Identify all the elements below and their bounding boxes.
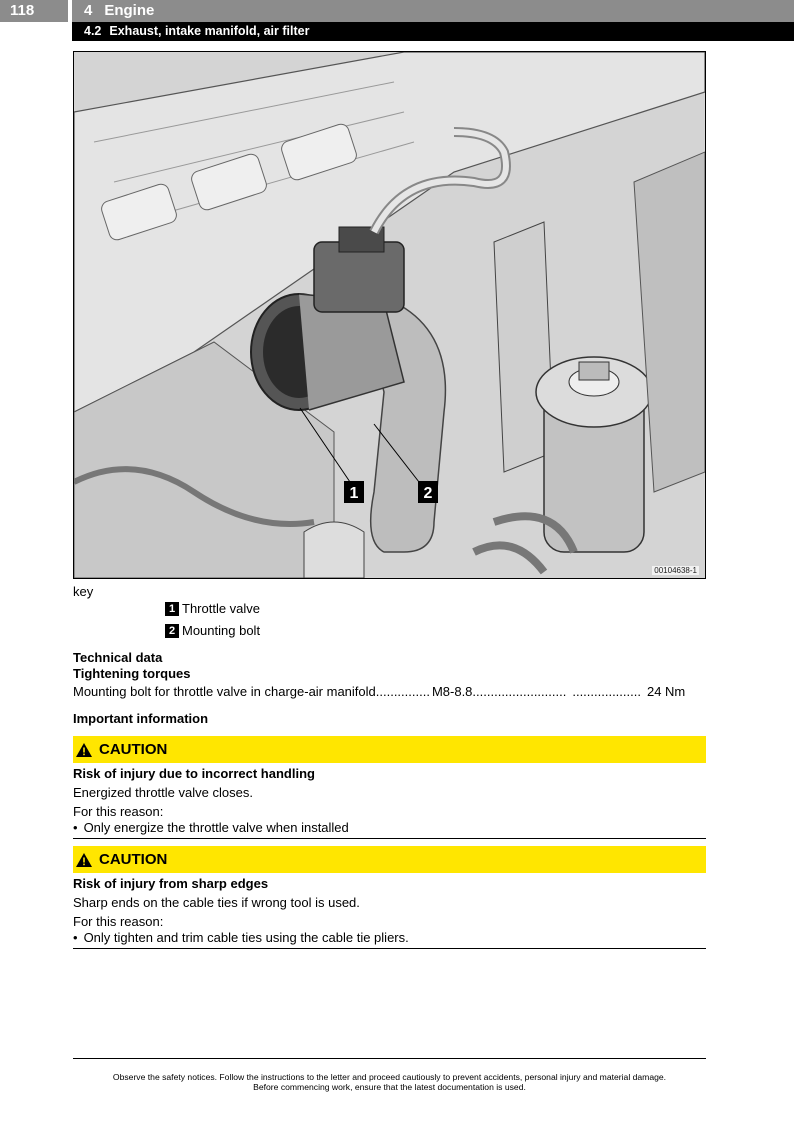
caution-2-title: Risk of injury from sharp edges bbox=[73, 876, 269, 891]
caution-1-bullet: • Only energize the throttle valve when installed bbox=[73, 820, 706, 835]
key-number-1: 1 bbox=[165, 602, 179, 616]
caution-banner-1 bbox=[73, 736, 706, 763]
torque-dots-2: .......................... bbox=[472, 684, 567, 699]
divider-2 bbox=[73, 948, 706, 949]
torque-value: 24 Nm bbox=[646, 684, 686, 699]
divider-1 bbox=[73, 838, 706, 839]
footer-line-1: Observe the safety notices. Follow the instructions to the letter and proceed cautiously to prevent accidents, personal injury and material damage. bbox=[112, 1072, 667, 1082]
important-information-heading: Important information bbox=[73, 711, 209, 726]
key-text-1: Throttle valve bbox=[182, 601, 261, 616]
key-item-mounting-bolt bbox=[165, 623, 260, 638]
warning-icon bbox=[75, 852, 93, 868]
caution-2-text: Sharp ends on the cable ties if wrong tool is used. bbox=[73, 895, 360, 910]
caution-1-text: Energized throttle valve closes. bbox=[73, 785, 253, 800]
callout-2-label: 2 bbox=[423, 485, 433, 502]
caution-label-1: CAUTION bbox=[99, 741, 168, 758]
warning-icon bbox=[75, 742, 93, 758]
engine-illustration bbox=[73, 51, 706, 579]
footer-notice bbox=[73, 1072, 706, 1092]
caution-2-bullet: • Only tighten and trim cable ties using the cable tie pliers. bbox=[73, 930, 706, 945]
caution-1-reason: For this reason: bbox=[73, 804, 164, 819]
caution-banner-2 bbox=[73, 846, 706, 873]
footer-line-2: Before commencing work, ensure that the latest documentation is used. bbox=[253, 1082, 526, 1092]
engine-drawing bbox=[74, 52, 705, 578]
caution-label-2: CAUTION bbox=[99, 851, 168, 868]
page-number: 118 bbox=[0, 0, 68, 22]
chapter-header bbox=[72, 0, 794, 22]
chapter-title: Engine bbox=[104, 2, 155, 19]
caution-1-title: Risk of injury due to incorrect handling bbox=[73, 766, 315, 781]
figure-id: 00104638-1 bbox=[654, 566, 697, 575]
torque-dots-3: ................... bbox=[572, 684, 641, 699]
caution-2-reason: For this reason: bbox=[73, 914, 164, 929]
footer-rule bbox=[73, 1058, 706, 1059]
section-title: Exhaust, intake manifold, air filter bbox=[109, 24, 310, 38]
chapter-number: 4 bbox=[84, 2, 93, 19]
key-label: key bbox=[73, 584, 94, 599]
torque-description: Mounting bolt for throttle valve in charge-air manifold bbox=[73, 684, 376, 699]
callout-1-label: 1 bbox=[349, 485, 359, 502]
key-item-throttle-valve bbox=[165, 601, 260, 616]
section-header bbox=[72, 22, 794, 41]
torque-dots-1: ............... bbox=[375, 684, 430, 699]
tightening-torques-heading: Tightening torques bbox=[73, 666, 191, 681]
torque-thread: M8-8.8 bbox=[431, 684, 473, 699]
technical-data-heading: Technical data bbox=[73, 650, 163, 665]
key-text-2: Mounting bolt bbox=[182, 623, 261, 638]
key-number-2: 2 bbox=[165, 624, 179, 638]
section-number: 4.2 bbox=[84, 24, 102, 38]
torque-row bbox=[73, 684, 706, 699]
